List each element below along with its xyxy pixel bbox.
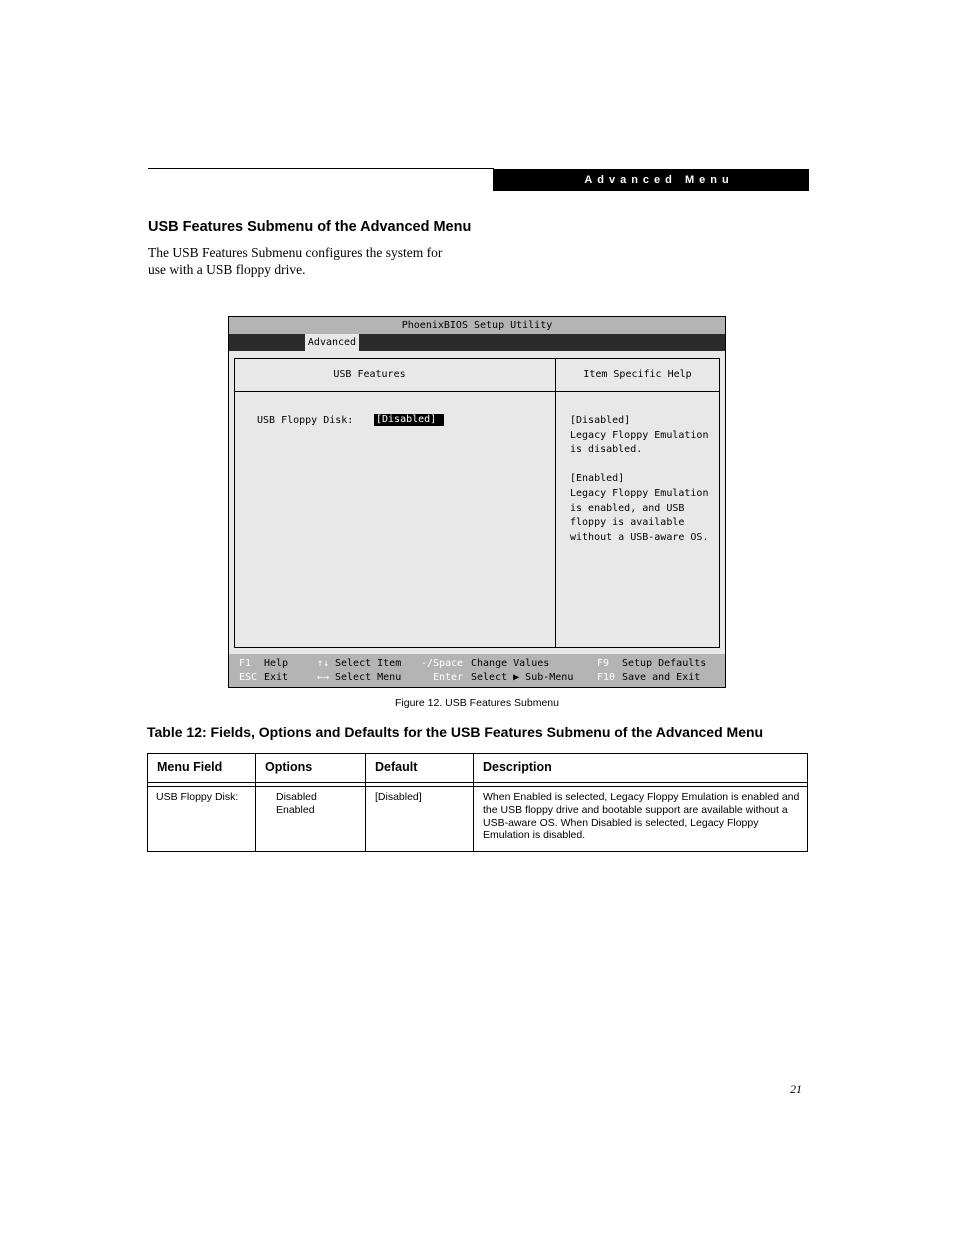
key-f1-action: Help <box>264 658 289 669</box>
help-line: is disabled. <box>570 444 643 456</box>
key-f10-action: Save and Exit <box>622 672 701 683</box>
table-header-description: Description <box>483 760 552 774</box>
column-divider <box>255 754 256 852</box>
bios-panel-divider <box>555 358 556 647</box>
intro-line: use with a USB floppy drive. <box>148 262 306 277</box>
intro-line: The USB Features Submenu configures the system for <box>148 245 443 260</box>
key-space-action: Change Values <box>471 658 550 669</box>
bios-panel-title: USB Features <box>333 369 406 380</box>
key-updown-action: Select Item <box>335 658 402 669</box>
help-line: [Enabled] <box>570 473 625 485</box>
bios-title-bar: PhoenixBIOS Setup Utility <box>229 317 725 334</box>
key-f10: F10 <box>597 672 616 683</box>
options-table <box>147 753 808 852</box>
key-enter-action: Select ▶ Sub-Menu <box>471 672 574 683</box>
option-item: Disabled <box>276 791 317 803</box>
description-line: USB-aware OS. When Disabled is selected, Legacy Floppy <box>483 816 759 829</box>
key-leftright: ←→ <box>317 672 330 683</box>
help-line: is enabled, and USB <box>570 502 685 514</box>
description-line: When Enabled is selected, Legacy Floppy Emulation is enabled and <box>483 791 800 803</box>
column-divider <box>365 754 366 852</box>
table-header-menu-field: Menu Field <box>157 760 223 774</box>
cell-default: [Disabled] <box>375 791 422 803</box>
help-line: without a USB-aware OS. <box>570 531 709 543</box>
key-leftright-action: Select Menu <box>335 672 402 683</box>
key-f9: F9 <box>597 658 610 669</box>
table-title: Table 12: Fields, Options and Defaults for the USB Features Submenu of the Advanced Menu <box>147 724 764 740</box>
help-line: [Disabled] <box>570 415 631 426</box>
key-f9-action: Setup Defaults <box>622 658 707 669</box>
section-title: USB Features Submenu of the Advanced Menu <box>148 219 472 235</box>
header-rule <box>148 168 494 169</box>
usb-floppy-field-value[interactable]: [Disabled] <box>374 414 444 426</box>
key-esc-action: Exit <box>264 672 289 683</box>
figure-caption: Figure 12. USB Features Submenu <box>394 697 559 709</box>
chapter-header-tab: Advanced Menu <box>493 169 809 191</box>
description-line: the USB floppy drive and bootable support are available without a <box>483 803 788 816</box>
bios-header-divider <box>234 391 719 392</box>
page-number: 21 <box>790 1082 802 1096</box>
option-item: Enabled <box>276 803 315 816</box>
bios-help-text <box>570 414 708 545</box>
header-rule-bottom <box>148 786 807 787</box>
key-space: -/Space <box>421 658 464 669</box>
cell-menu-field: USB Floppy Disk: <box>156 791 239 803</box>
key-updown: ↑↓ <box>317 658 330 669</box>
bios-tab-advanced[interactable]: Advanced <box>305 334 359 351</box>
table-header-default: Default <box>375 760 418 774</box>
help-line: Legacy Floppy Emulation <box>570 429 709 441</box>
cell-description <box>483 791 805 842</box>
bios-screen <box>228 316 726 688</box>
key-f1: F1 <box>239 658 252 669</box>
column-divider <box>473 754 474 852</box>
header-rule-top <box>148 782 807 783</box>
key-esc: ESC <box>239 672 258 683</box>
help-line <box>570 458 708 473</box>
usb-floppy-field-label: USB Floppy Disk: <box>257 415 354 426</box>
cell-options <box>276 791 317 817</box>
key-enter: Enter <box>433 672 464 683</box>
table-header-options: Options <box>265 760 313 774</box>
bios-menu-bar <box>229 334 725 351</box>
help-line: floppy is available <box>570 517 685 529</box>
help-line: Legacy Floppy Emulation <box>570 487 709 499</box>
intro-paragraph <box>148 244 478 278</box>
bios-footer <box>229 654 725 687</box>
bios-help-title: Item Specific Help <box>583 369 692 380</box>
description-line: Emulation is disabled. <box>483 829 586 842</box>
